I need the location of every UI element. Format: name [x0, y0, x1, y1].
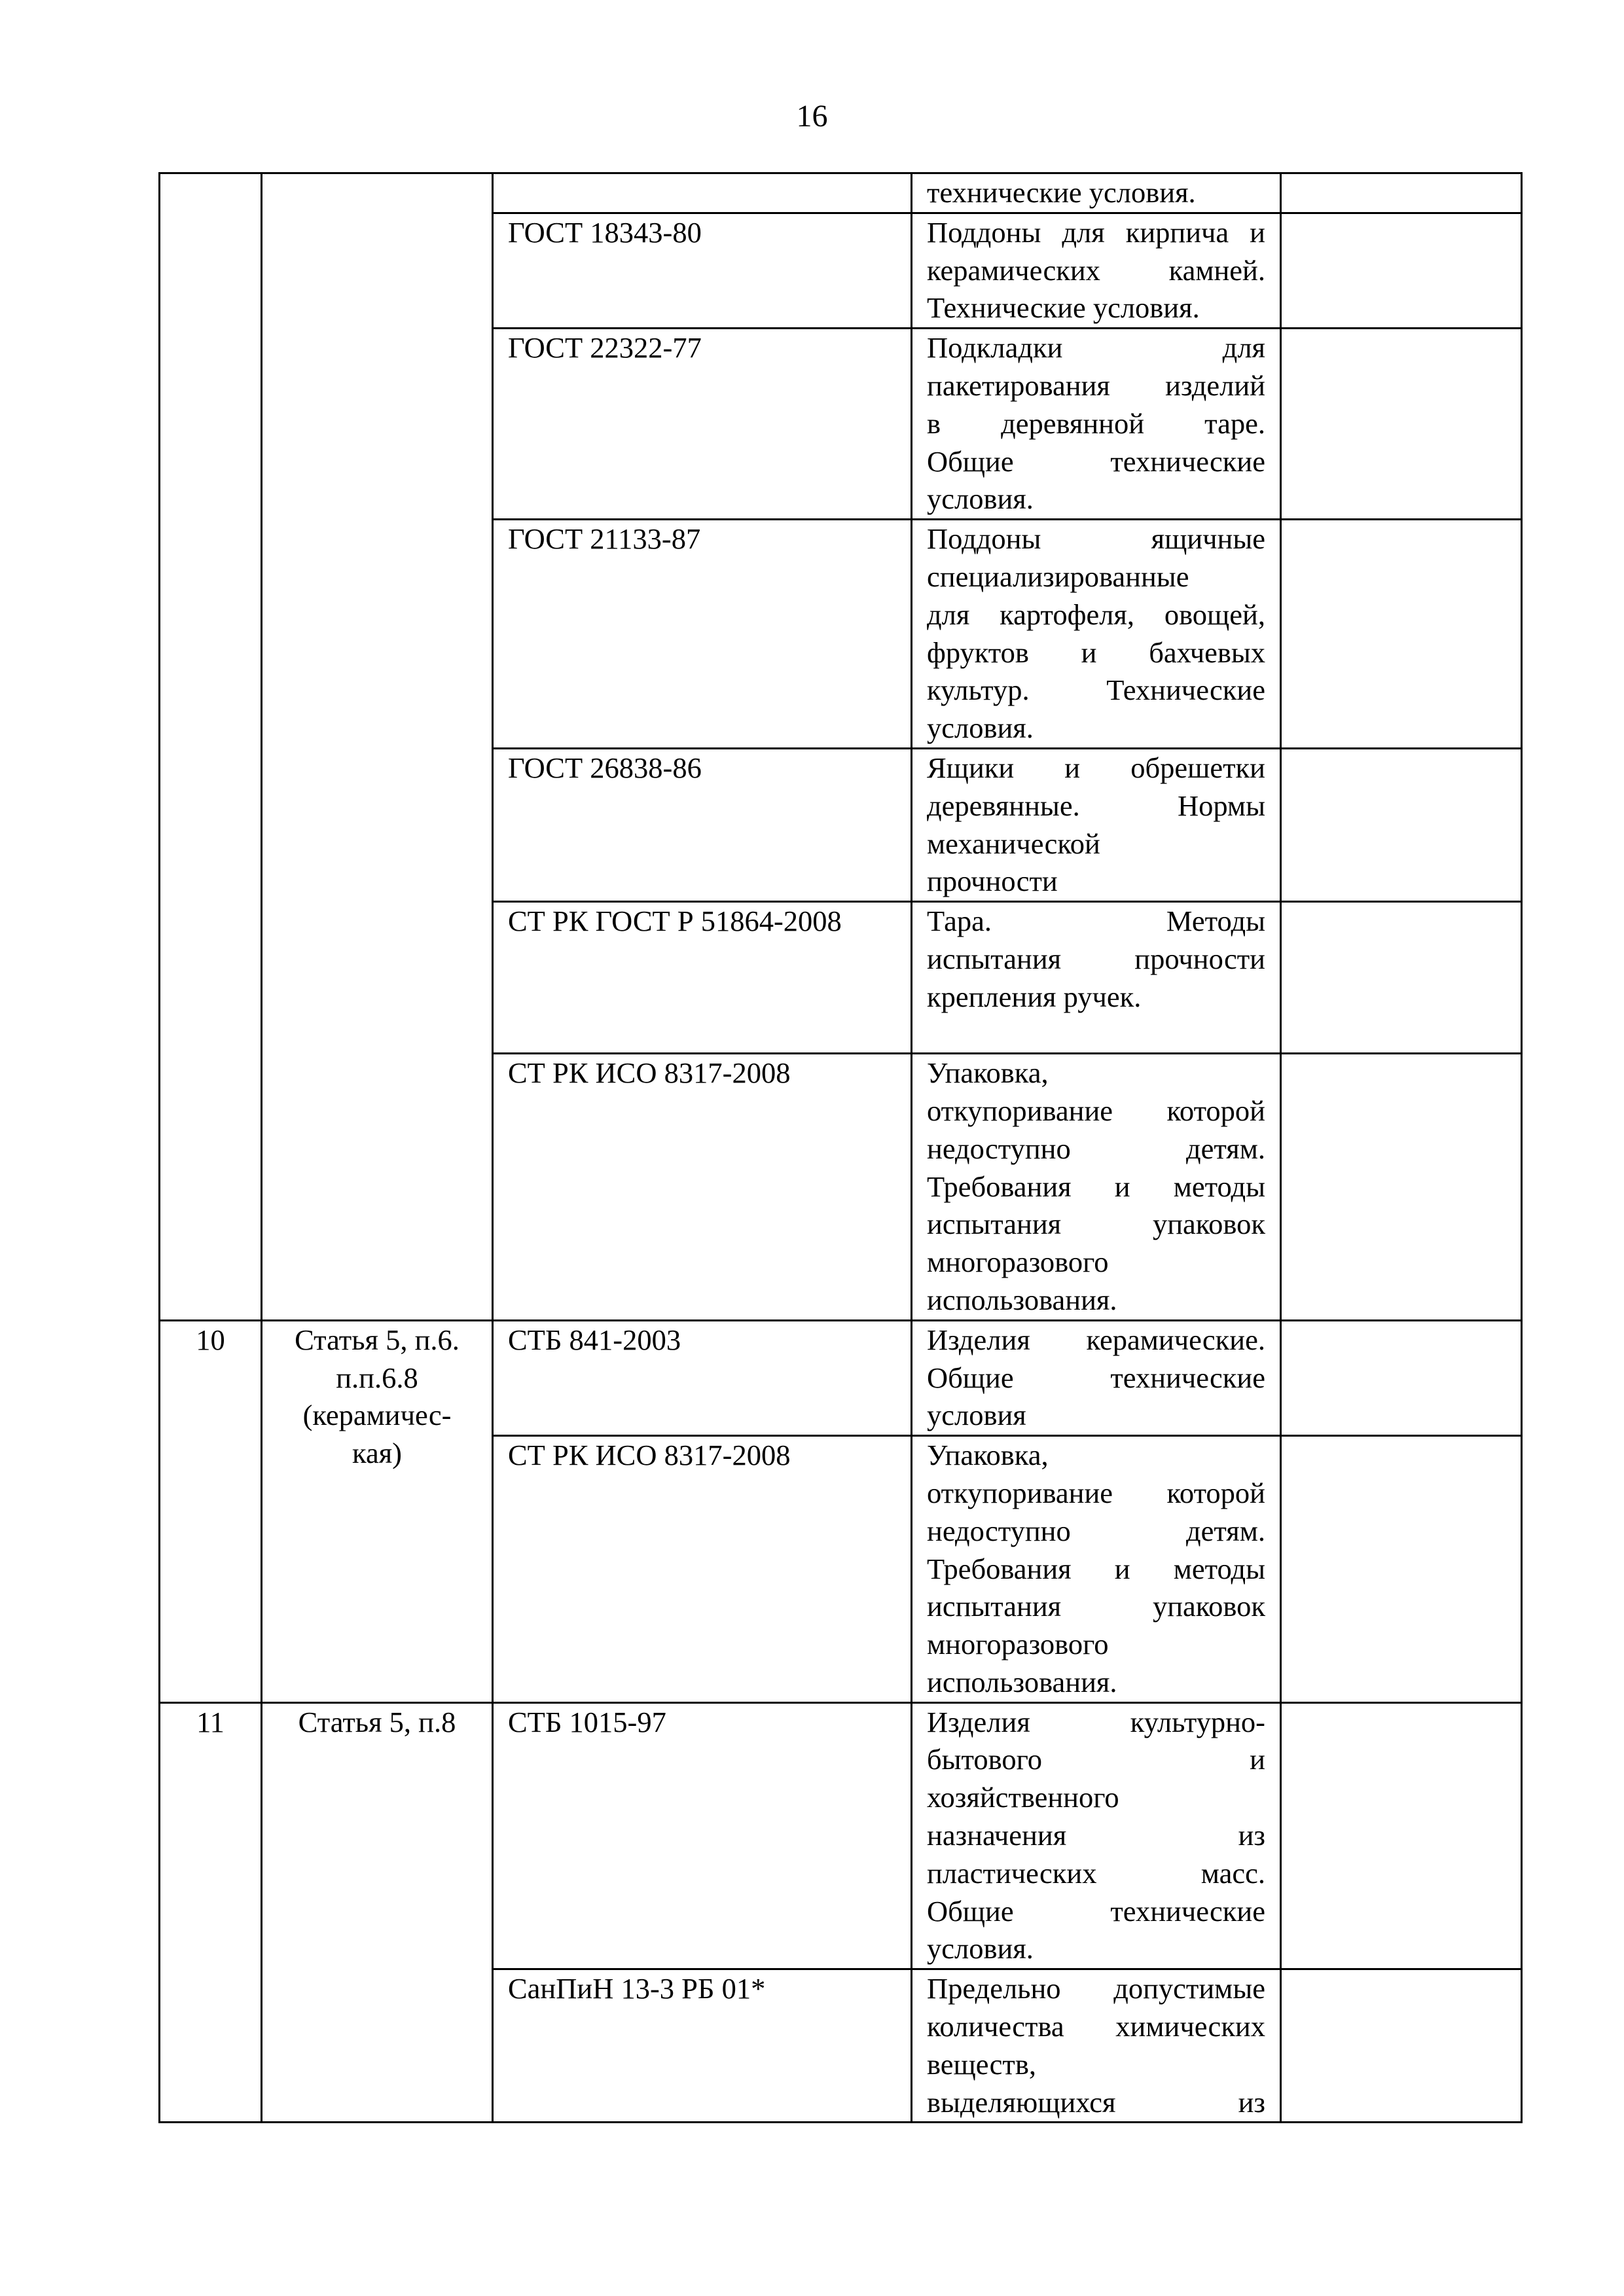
standard-cell: СТБ 1015-97 — [493, 1702, 912, 1969]
description-cell: Поддоны ящичные специализированные для картофеля, овощей, фруктов и бахчевых культур. Технические условия. — [912, 520, 1281, 749]
description-cell: Подкладки для пакетирования изделий в деревянной таре. Общие технические условия. — [912, 329, 1281, 520]
note-cell — [1281, 1702, 1522, 1969]
note-cell — [1281, 1436, 1522, 1703]
standard-cell: СТ РК ИСО 8317-2008 — [493, 1054, 912, 1321]
note-cell — [1281, 213, 1522, 328]
standards-table — [158, 172, 1523, 2123]
description-cell: Упаковка, откупоривание которой недоступно детям. Требования и методы испытания упаковок многоразового использования. — [912, 1436, 1281, 1703]
note-cell — [1281, 748, 1522, 901]
description-cell: Ящики и обрешетки деревянные. Нормы механической прочности — [912, 748, 1281, 901]
article-cell: Статья 5, п.8 — [262, 1702, 493, 2123]
standard-cell: СТ РК ГОСТ Р 51864-2008 — [493, 902, 912, 1054]
description-cell: Упаковка, откупоривание которой недоступно детям. Требования и методы испытания упаковок многоразового использования. — [912, 1054, 1281, 1321]
table-row — [160, 1702, 1522, 1969]
standard-cell: ГОСТ 26838-86 — [493, 748, 912, 901]
description-cell: Изделия культурно- бытового и хозяйственного назначения из пластических масс. Общие технические условия. — [912, 1702, 1281, 1969]
note-cell — [1281, 902, 1522, 1054]
note-cell — [1281, 1054, 1522, 1321]
standard-cell: ГОСТ 18343-80 — [493, 213, 912, 328]
article-cell: Статья 5, п.6. п.п.6.8 (керамичес- кая) — [262, 1320, 493, 1702]
num-cell: 10 — [160, 1320, 262, 1702]
description-cell: Тара. Методы испытания прочности крепления ручек. — [912, 902, 1281, 1054]
num-cell — [160, 173, 262, 1321]
standard-cell: ГОСТ 22322-77 — [493, 329, 912, 520]
num-cell: 11 — [160, 1702, 262, 2123]
note-cell — [1281, 520, 1522, 749]
description-cell: технические условия. — [912, 173, 1281, 213]
article-cell — [262, 173, 493, 1321]
description-cell: Поддоны для кирпича и керамических камней. Технические условия. — [912, 213, 1281, 328]
standard-cell: СТБ 841-2003 — [493, 1320, 912, 1435]
note-cell — [1281, 1320, 1522, 1435]
standard-cell: СанПиН 13-3 РБ 01* — [493, 1969, 912, 2123]
description-cell: Изделия керамические. Общие технические условия — [912, 1320, 1281, 1435]
standard-cell: СТ РК ИСО 8317-2008 — [493, 1436, 912, 1703]
table-row — [160, 173, 1522, 213]
table-row — [160, 1320, 1522, 1435]
note-cell — [1281, 329, 1522, 520]
note-cell — [1281, 173, 1522, 213]
standard-cell — [493, 173, 912, 213]
page-number: 16 — [796, 99, 828, 134]
standard-cell: ГОСТ 21133-87 — [493, 520, 912, 749]
description-cell: Предельно допустимые количества химических веществ, выделяющихся из — [912, 1969, 1281, 2123]
note-cell — [1281, 1969, 1522, 2123]
